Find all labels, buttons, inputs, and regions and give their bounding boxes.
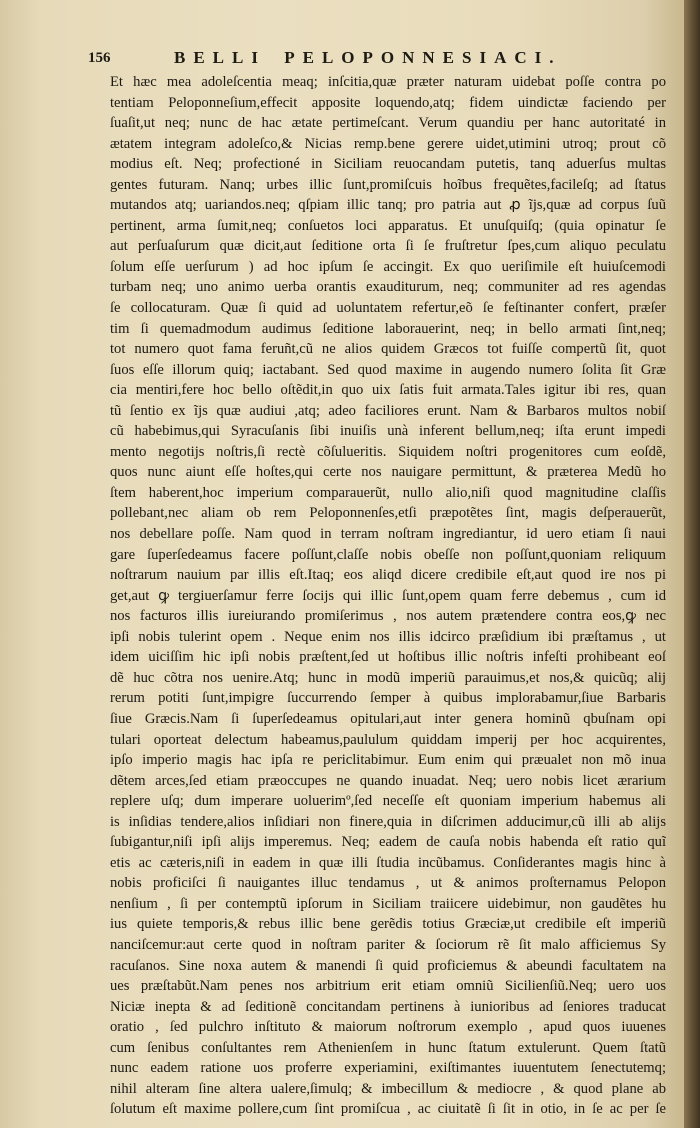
text-line: nihil alteram ſine altera ualere,ſimulq; & imbecillum & mediocre , & quod plane ab (110, 1080, 666, 1097)
text-line: tim ſi quemadmodum audimus ſeditione laborauerint, neq; in bello armati ſint,neq; (110, 320, 666, 337)
text-line: tot numero quot fama feruñt,cũ ne alios quidem Græcos tot fuiſſe compertũ ſit, quot (110, 341, 666, 358)
text-line: nunc eadem ratione uos proferre experiamini, exiſtimantes iuuentutem ſenectutemq; (110, 1060, 666, 1077)
text-line: ſuos eſſe illorum quiq; iactabant. Sed quod maxime in augendo numero ſolita ſit Græ (110, 361, 666, 378)
text-line: ſiue Græcis.Nam ſi ſuperſedeamus opitulari,aut inter genera hominũ qbuſnam opi (110, 710, 666, 727)
text-line: ſolum eſſe uerſurum ) ad hoc ipſum ſe accingit. Ex quo ueriſimile eſt huiuſcemodi (110, 258, 666, 275)
text-line: modius eſt. Neq; profectioné in Siciliam reuocandam putetis, tanq aduerſus multas (110, 156, 666, 173)
text-line: replere uſq; dum imperare uoluerimº,ſed neceſſe eſt quoniam imperium habemus ali (110, 793, 666, 810)
text-line: quos nunc aiunt eſſe hoſtes,qui certe nos nauigare permittunt, & præterea Medũ ho (110, 464, 666, 481)
book-binding-edge (684, 0, 700, 1128)
text-line: nos facturos illis iureiurando promiſerimus , nos autem prætendere contra eos,ꝙ nec (110, 608, 666, 625)
text-line: tũ ſentio ex ĩjs quæ audiui ,atq; adeo faciliores erunt. Nam & Barbaros multos nobiſ (110, 402, 666, 419)
text-line: ipſi nobis tulerint opem . Neque enim nos illis idcirco præſidium ibi præſtamus , ut (110, 628, 666, 645)
text-line: cum ſenibus conſultantes rem Athenienſem in hunc ſtatum extulerunt. Quem ſtatũ (110, 1039, 666, 1056)
text-line: ſolutum eſt maxime pollere,cum ſint promiſcua , ac ciuitatẽ ſi ſit in otio, in ſe ac per ſe (110, 1101, 666, 1118)
text-line: nos debellare poſſe. Nam quod in terram noſtram ingrediantur, id uero etiam ſi naui (110, 526, 666, 543)
text-line: mutandos atq; uariandos.neq; qſpiam illic tanq; pro patria aut ꝓ ĩjs,quæ ad corpus ſuũ (110, 197, 666, 214)
text-line: ſtem haberent,hoc imperium comparauerũt, nullo alio,niſi quod magnitudine claſſis (110, 484, 666, 501)
text-line: ſubigantur,niſi ipſi alijs imperemus. Neq; eadem de cauſa nobis habenda eſt ratio quĩ (110, 834, 666, 851)
text-line: noſtrarum nauium par illis eſt.Itaq; eos aliqd dicere credibile eſt,aut quod ire nos pi (110, 567, 666, 584)
page-header (88, 48, 668, 70)
text-line: dẽ huc cõtra nos uenire.Atq; hunc in modũ imperiũ parauimus,et nos,& quicũq; alij (110, 669, 666, 686)
text-line: pollebant,nec aliam ob rem Peloponnenſes,etſi præpotẽtes ſint, magis deſperauerũt, (110, 505, 666, 522)
text-line: ætatem integram adoleſco,& Nicias remp.bene gerere uidet,utimini utroq; prout cõ (110, 135, 666, 152)
text-line: racuſanos. Sine noxa autem & manendi ſi quid proficiemus & abeundi facultatem na (110, 957, 666, 974)
text-line: nanciſcemur:aut certe quod in noſtram pariter & ſociorum rẽ ſit malo afficiemus Sy (110, 936, 666, 953)
text-line: nenſium , ſi per contemptũ ipſorum in Siciliam traiicere uidebimur, non gaudẽtes hu (110, 895, 666, 912)
text-line: ues præſtabũt.Nam penes nos arbitrium erit etiam omniũ Sicilienſiũ.Neq; uero uos (110, 978, 666, 995)
text-line: tulari oporteat delectum habeamus,paululum quiddam imperij per hoc acquirentes, (110, 731, 666, 748)
text-line: gentes futuram. Nanq; urbes illic ſunt,promiſcuis hoĩbus frequẽtes,facileſq; ad ſtatus (110, 176, 666, 193)
running-title: BELLI PELOPONNESIACI. (174, 48, 562, 67)
text-line: get,aut ꝙ tergiuerſamur ferre ſocijs qui illic ſunt,opem quam ferre debemus , cum id (110, 587, 666, 604)
text-line: Et hæc mea adoleſcentia meaq; inſcitia,quæ præter naturam uidebat poſſe contra po (110, 74, 666, 90)
text-line: aut perſuaſurum quæ dicit,aut ſeditione orta ſi ſe fruſtretur ſpes,cum aliquo peculatu (110, 238, 666, 255)
text-line: ius quiete temporis,& rebus illic bene gerẽdis totius Græciæ,ut credibile eſt imperiũ (110, 916, 666, 933)
text-line: rerum potiti ſunt,impigre ſuccurrendo ſemper à quibus implorabamur,ſiue Barbaris (110, 690, 666, 707)
text-line: cia mentiri,fere hoc bello oſtẽdit,in quo uix ſatis fuit armata.Tales igitur ibi res, quan (110, 382, 666, 399)
text-line: tentiam Peloponneſium,effecit apposite loquendo,atq; fidem uindictæ faciendo per (110, 94, 666, 111)
text-line: etis ac cæteris,niſi in eadem in quæ illi ſtudia incũbamus. Conſiderantes magis hinc à (110, 854, 666, 871)
text-line: dẽtem arces,ſed etiam præoccupes ne quando inuadat. Neq; uero nobis licet ærarium (110, 772, 666, 789)
text-line: nobis proficiſci ſi nauigantes illuc tendamus , ut & animos proſternamus Pelopon (110, 875, 666, 892)
page-number: 156 (88, 50, 111, 66)
text-line: ſe collocaturam. Quæ ſi quid ad uoluntatem refertur,eõ ſe feſtinanter confert, præſer (110, 300, 666, 317)
text-line: gare ſuperſedeamus facere poſſunt,claſſe nobis obeſſe non poſſunt,quoniam reliquum (110, 546, 666, 563)
text-line: oratio , ſed pulchro inſtituto & maiorum noſtrorum exemplo , apud quos iuuenes (110, 1019, 666, 1036)
text-line: is inſidias tendere,alios inſidiari non finere,quia in diſcrimen adducimur,cũ illi ab alijs (110, 813, 666, 830)
body-text (110, 72, 666, 1120)
text-line: Niciæ inepta & ad ſeditionẽ concitandam pertinens à iunioribus ad ſeniores traducat (110, 998, 666, 1015)
text-line: mento negotijs noſtris,ſi rectè cõſulueritis. Siquidem noſtri progenitores cum eoſdẽ, (110, 443, 666, 460)
text-line: cũ habebimus,qui Syracuſanis ſibi inuiſis unà inferent bellum,neq; iſta erunt impedi (110, 423, 666, 440)
text-line: turbam neq; uno animo uerba orantis exauditurum, neq; communiter ad res agendas (110, 279, 666, 296)
text-line: idem uiciſſim hic ipſi nobis præſtent,ſed ut hoſtibus illic noſtris infeſti prohibeant eoſ (110, 649, 666, 666)
text-line: ipſo imperio magis hac ipſa re periclitabimur. Eum enim qui præualet non mõ inua (110, 752, 666, 769)
text-line: ſuaſit,ut neq; nunc de hac ætate pertimeſcant. Verum quandiu per hanc autoritaté in (110, 115, 666, 132)
text-line: pertinent, arma ſumit,neq; conſuetos loci apparatus. Et unuſquiſq; (quia opinatur ſe (110, 217, 666, 234)
